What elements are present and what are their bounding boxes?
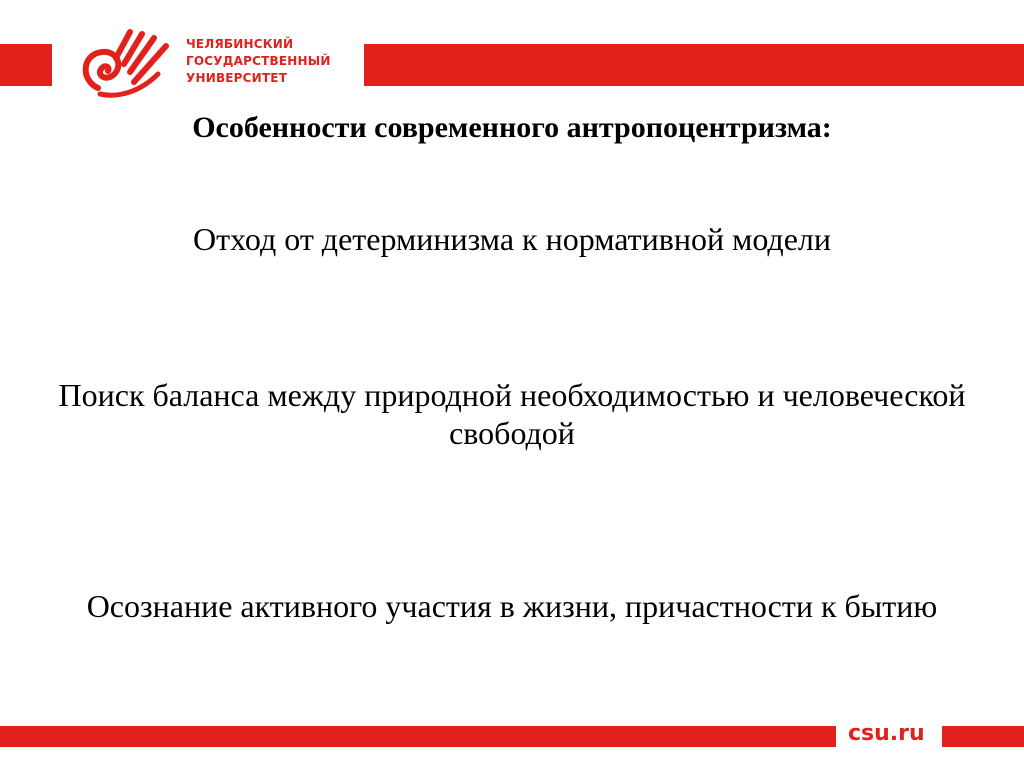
- footer-stripe-end: [942, 726, 1024, 747]
- university-spiral-logo-icon: [78, 28, 174, 100]
- point-1: Отход от детерминизма к нормативной модели: [193, 221, 831, 257]
- point-2: Поиск баланса между природной необходимостью и человеческой свободой: [58, 377, 966, 451]
- header-stripe-left: [0, 44, 52, 86]
- university-name-line-1: ЧЕЛЯБИНСКИЙ: [186, 37, 294, 51]
- site-url: csu.ru: [848, 721, 925, 746]
- point-3: Осознание активного участия в жизни, причастности к бытию: [86, 588, 938, 624]
- university-name: [186, 36, 356, 87]
- footer-stripe: [0, 726, 836, 747]
- slide-title: Особенности современного антропоцентризма:: [192, 111, 832, 144]
- university-name-line-2: ГОСУДАРСТВЕННЫЙ: [186, 54, 331, 68]
- university-name-line-3: УНИВЕРСИТЕТ: [186, 71, 288, 85]
- header-stripe-right: [364, 44, 1024, 86]
